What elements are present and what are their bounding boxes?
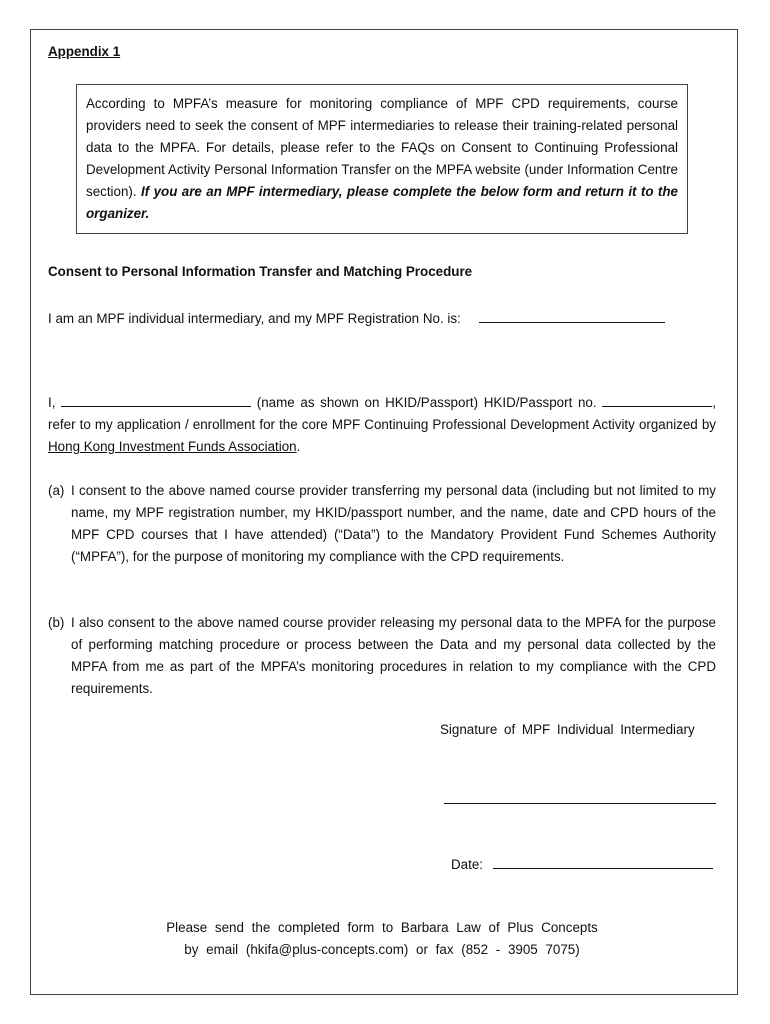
consent-marker-b: (b) [48, 615, 65, 630]
section-title: Consent to Personal Information Transfer and Matching Procedure [48, 264, 473, 279]
name-paragraph [48, 392, 716, 458]
signature-label: Signature of MPF Individual Intermediary [440, 722, 695, 737]
consent-marker-a: (a) [48, 483, 65, 498]
footer-line-2: by email (hkifa@plus-concepts.com) or fax (852 - 3905 7075) [184, 942, 580, 957]
registration-number-field[interactable] [479, 308, 665, 323]
notice-box [76, 84, 688, 234]
name-hint: (name as shown on HKID/Passport) HKID/Passport no. [256, 395, 597, 410]
date-row [451, 854, 713, 872]
date-field[interactable] [493, 854, 713, 869]
consent-text-b: I also consent to the above named course provider releasing my personal data to the MPFA for the purpose of performing matching procedure or process between the Data and my personal data collected by the MPFA from me as part of the MPFA’s monitoring procedures in relation to my compliance with the CPD requirements. [71, 615, 716, 696]
name-suffix: , [712, 395, 716, 410]
notice-text: According to MPFA’s measure for monitoring compliance of MPF CPD requirements, course providers need to seek the consent of MPF intermediaries to release their training-related personal data to the MPFA. For details, please refer to the FAQs on Consent to Continuing Professional Development Activity Personal Information Transfer on the MPFA website (under Information Centre section). [86, 96, 678, 199]
consent-item-b [48, 612, 716, 700]
date-label: Date: [451, 857, 484, 872]
consent-text-a: I consent to the above named course provider transferring my personal data (including but not limited to my name, my MPF registration number, my HKID/passport number, and the name, date and CPD hours of the MPF CPD courses that I have attended) (“Data”) to the Mandatory Provident Fund Schemes Authority (“MPFA”), for the purpose of monitoring my compliance with the CPD requirements. [71, 483, 716, 564]
name-prefix: I, [48, 395, 56, 410]
registration-row [48, 308, 665, 326]
name-period: . [296, 439, 301, 454]
registration-label: I am an MPF individual intermediary, and my MPF Registration No. is: [48, 311, 461, 326]
appendix-title: Appendix 1 [48, 44, 121, 59]
consent-item-a [48, 480, 716, 568]
footer-line-1: Please send the completed form to Barbara Law of Plus Concepts [166, 920, 598, 935]
signature-line[interactable] [444, 803, 716, 804]
enrollment-text: refer to my application / enrollment for the core MPF Continuing Professional Development Activity organized by [48, 417, 716, 432]
notice-emphasis: If you are an MPF intermediary, please complete the below form and return it to the organizer. [86, 184, 678, 221]
hkid-passport-field[interactable] [602, 392, 712, 407]
name-field[interactable] [61, 392, 251, 407]
organizer-name: Hong Kong Investment Funds Association [48, 439, 297, 454]
